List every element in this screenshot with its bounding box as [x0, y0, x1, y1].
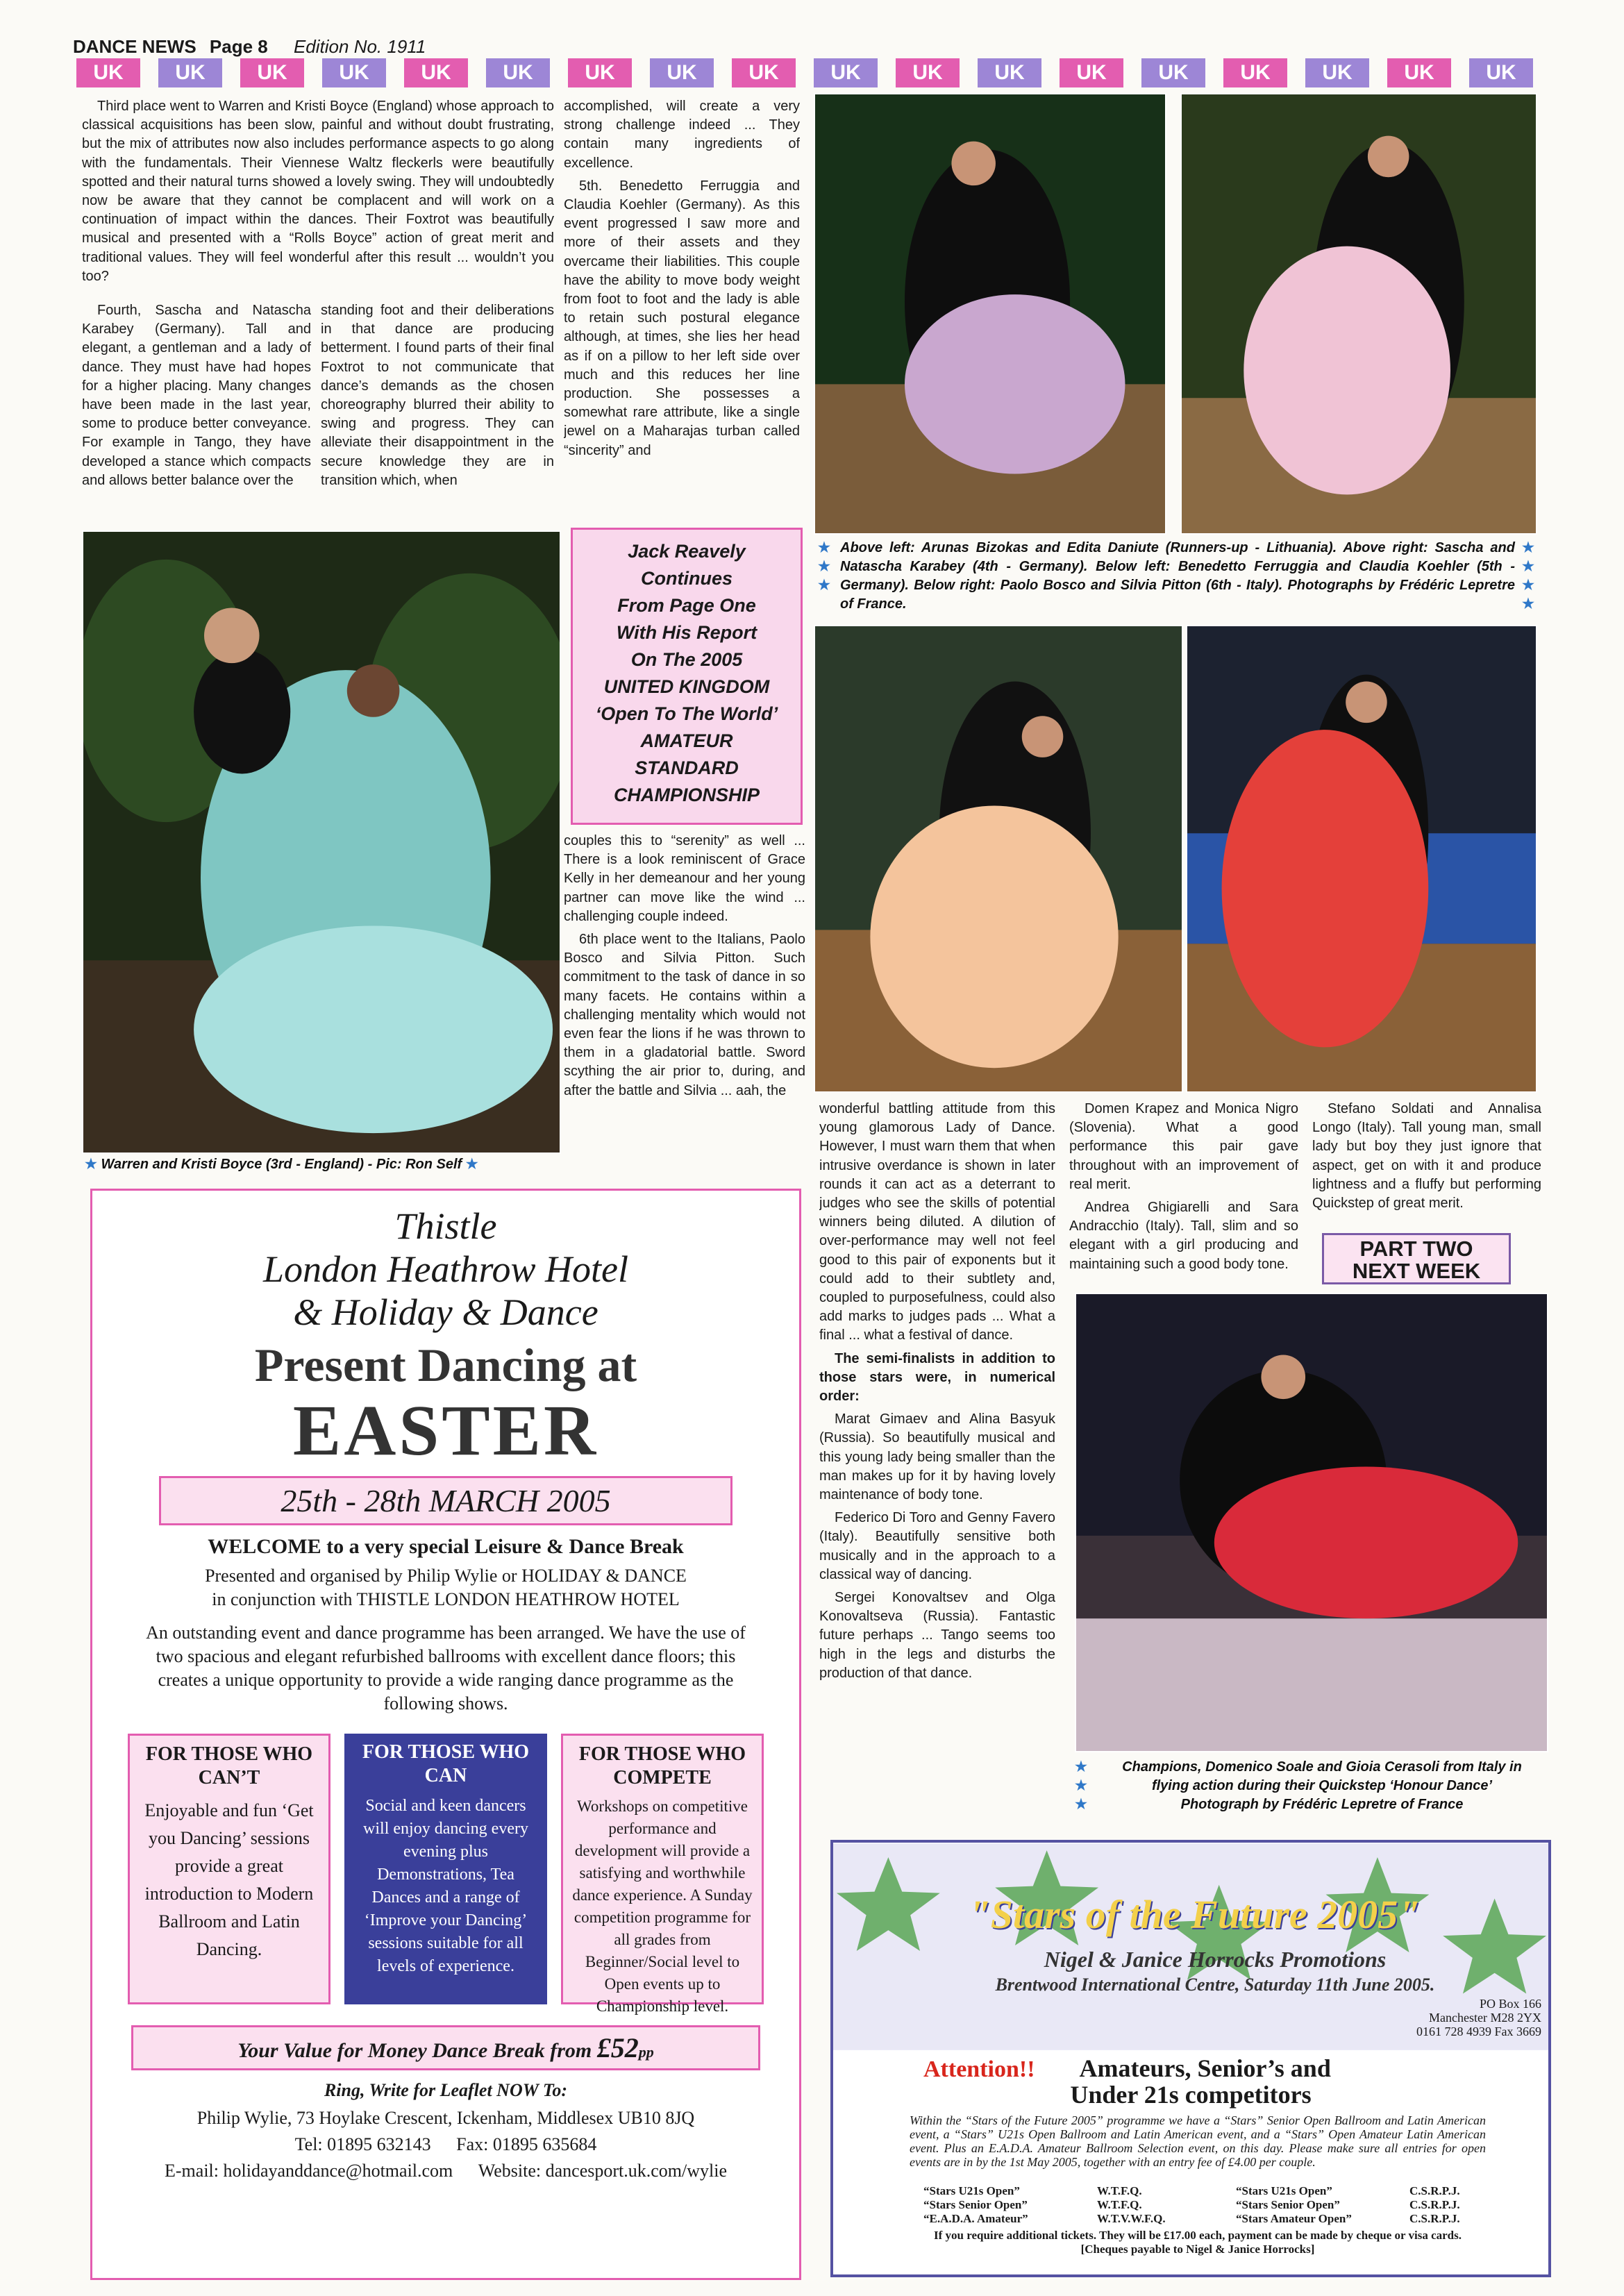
table-cell: “Stars Amateur Open” — [1236, 2212, 1352, 2225]
caption-boyce — [85, 1155, 564, 1178]
uk-tag: UK — [568, 58, 632, 87]
page-header — [73, 36, 426, 58]
uk-tag: UK — [404, 58, 468, 87]
ad-title-2: London Heathrow Hotel — [263, 1248, 628, 1290]
article-col2 — [564, 97, 800, 522]
article-col1b — [321, 301, 554, 523]
stars-address — [1382, 1997, 1541, 2038]
star-icon: ★ ★ ★ — [818, 540, 830, 593]
paragraph: Sergei Konovaltsev and Olga Konovaltseva (Russia). Fantastic future perhaps ... Tango seems too high in the legs and disturbs the production of that dance. — [819, 1590, 1055, 1681]
ad-presented: Presented and organised by Philip Wylie or HOLIDAY & DANCE in conjunction with THISTLE LONDON HEATHROW HOTEL — [205, 1566, 687, 1609]
dancer-photo-image — [1076, 1294, 1547, 1751]
thistle-advert — [90, 1189, 801, 2280]
paragraph: Federico Di Toro and Genny Favero (Italy). Beautifully sensitive both musically and in the approach to a classical way of dancing. — [819, 1510, 1055, 1582]
uk-tag: UK — [1141, 58, 1205, 87]
caption-line: Photograph by Frédéric Lepretre of France — [1180, 1797, 1464, 1812]
part-two-notice — [1322, 1233, 1511, 1284]
uk-tag: UK — [1223, 58, 1287, 87]
box-line: AMATEUR — [640, 730, 733, 751]
paragraph: The semi-finalists in addition to those stars were, in numerical order: — [819, 1350, 1055, 1405]
dancer-photo-image — [815, 626, 1182, 1091]
uk-tag: UK — [1305, 58, 1369, 87]
ad-box-compete — [561, 1734, 764, 2015]
ad-box-cant — [128, 1734, 330, 2004]
box-line: Continues — [641, 568, 733, 589]
ad-value — [131, 2025, 760, 2070]
photo-bosco — [1186, 625, 1537, 1093]
stars-advert — [830, 1840, 1551, 2277]
paragraph: standing foot and their deliberations in that dance are producing betterment. I found parts of their final Foxtrot to not communicate that dance’s demands as the chosen choreography blurred their ability to swing and progress. They can alleviate their disappointment in the secure knowledge they are in transition which, when — [321, 303, 554, 488]
uk-tag: UK — [1469, 58, 1533, 87]
box-line: With His Report — [616, 622, 757, 643]
dancer-photo-image — [1187, 626, 1536, 1091]
star-icon: ★ ★ ★ — [1075, 1759, 1087, 1812]
website-link[interactable]: Website: dancesport.uk.com/wylie — [478, 2161, 727, 2181]
uk-tag: UK — [1387, 58, 1451, 87]
ad-box-can — [344, 1734, 547, 2004]
photo-ferruggia — [814, 625, 1183, 1093]
table-cell: “Stars Senior Open” — [923, 2198, 1028, 2211]
uk-tag: UK — [732, 58, 796, 87]
ad-title-1: Thistle — [394, 1205, 497, 1247]
stars-venue: Brentwood International Centre, Saturday 11th June 2005. — [995, 1975, 1435, 1995]
uk-tag: UK — [896, 58, 960, 87]
paragraph: couples this to “serenity” as well ... There is a look reminiscent of Grace Kelly in her demeanour and her young partner can move like the wind ... challenging couple indeed. — [564, 833, 805, 924]
caption-line: Champions, Domenico Soale and Gioia Cerasoli from Italy in — [1122, 1759, 1522, 1775]
table-cell: W.T.V.W.F.Q. — [1097, 2212, 1166, 2225]
paragraph: Stefano Soldati and Annalisa Longo (Italy). Tall young man, small lady but boy they just ignore that aspect, get on with it and produce lightness and a fluffy but performing Quickstep of great merit. — [1312, 1101, 1541, 1212]
phone-text: Tel: 01895 632143 — [294, 2134, 431, 2154]
stars-title: "Stars of the Future 2005" — [968, 1892, 1421, 1937]
ad-title-5: EASTER — [292, 1391, 599, 1470]
box-title: FOR THOSE WHO CAN’T — [145, 1743, 313, 1788]
article-col1 — [82, 97, 554, 299]
stars-heading2: Under 21s competitors — [1070, 2081, 1312, 2109]
ad-welcome: WELCOME to a very special Leisure & Dance Break — [208, 1535, 684, 1558]
ad-address: Philip Wylie, 73 Hoylake Crescent, Ickenham, Middlesex UB10 8JQ — [196, 2108, 695, 2128]
ad-title-4: Present Dancing at — [254, 1339, 637, 1391]
dancer-photo-image — [815, 94, 1165, 533]
article-col5 — [1312, 1100, 1541, 1232]
ad-dates — [159, 1476, 733, 1525]
table-cell: “Stars U21s Open” — [923, 2184, 1020, 2197]
star-icon: ★ ★ ★ ★ — [1522, 540, 1534, 612]
uk-tag: UK — [650, 58, 714, 87]
paragraph: Marat Gimaev and Alina Basyuk (Russia). So beautifully musical and this young lady being smaller than the man makes up for it by having lovely maintenance of body tone. — [819, 1411, 1055, 1503]
attention-text: Attention!! — [923, 2056, 1035, 2082]
photo-champions — [1075, 1293, 1548, 1752]
ad-intro: An outstanding event and dance programme has been arranged. We have the use of two spacious and elegant refurbished ballrooms with excellent dance floors; this creates a unique opportunity to provide a wide ranging dance programme as the following shows. — [146, 1623, 746, 1713]
uk-tag: UK — [240, 58, 304, 87]
stars-footer: If you require additional tickets. They will be £17.00 each, payment can be made by cheque or visa cards. [Cheques payable to Nigel & Janice Horrocks] — [934, 2229, 1462, 2256]
article-col1a — [82, 301, 311, 523]
table-cell: C.S.R.P.J. — [1409, 2212, 1460, 2225]
box-line: On The 2005 — [630, 649, 743, 670]
continued-from-box — [571, 528, 803, 825]
notice-line: PART TWO — [1359, 1237, 1473, 1261]
caption-text: Above left: Arunas Bizokas and Edita Daniute (Runners-up - Lithuania). Above right: Sascha and Natascha Karabey (4th - Germany). Below left: Benedetto Ferruggia and Claudia Koehler (5th - Germany). Below right: Paolo Bosco and Silvia Pitton (6th - Italy). Photographs by Frédéric Lepretre of France. — [840, 540, 1515, 612]
star-icon: ★ — [85, 1157, 97, 1172]
box-line: STANDARD — [635, 757, 739, 778]
paragraph: wonderful battling attitude from this young glamorous Lady of Dance. However, I must warn them that when intrusive overdance is shown in later rounds it can act as a deterrant to judges who see the skills of potential winners being diluted. A dilution of over-performance may well not feel good to this pair of exponents but it could add to their subtlety and, coupled to purposefulness, could also add marks to judges pads ... What a final ... what a festival of dance. — [819, 1101, 1055, 1343]
article-col3 — [819, 1100, 1055, 1836]
table-row — [923, 2212, 1479, 2226]
box-line: ‘Open To The World’ — [595, 703, 778, 724]
table-cell: W.T.F.Q. — [1097, 2198, 1142, 2211]
ad-ring: Ring, Write for Leaflet NOW To: — [324, 2080, 568, 2100]
box-line: UNITED KINGDOM — [603, 676, 770, 697]
stars-events-table — [923, 2184, 1479, 2226]
uk-tag: UK — [322, 58, 386, 87]
ad-contact — [92, 2161, 799, 2181]
ad-title-3: & Holiday & Dance — [293, 1291, 598, 1333]
uk-tag: UK — [158, 58, 222, 87]
caption-text: Warren and Kristi Boyce (3rd - England) - Pic: Ron Self — [101, 1157, 462, 1172]
box-line: From Page One — [617, 595, 756, 616]
fax-text: Fax: 01895 635684 — [456, 2134, 597, 2154]
photo-boyce — [82, 530, 561, 1154]
price-text: £52 — [596, 2032, 639, 2063]
article-col4 — [1069, 1100, 1298, 1294]
paragraph: Fourth, Sascha and Natascha Karabey (Germany). Tall and elegant, a gentleman and a lady of dance. They must have had hopes for a higher placing. Many changes have been made in the last year, some to produce better conveyance. For example in Tango, they have developed a stance which compacts and allows better balance over the — [82, 303, 311, 488]
box-body: Social and keen dancers will enjoy dancing every evening plus Demonstrations, Tea Dances and a range of ‘Improve your Dancing’ sessions suitable for all levels of experience. — [363, 1797, 528, 1975]
address-line: 0161 728 4939 Fax 3669 — [1416, 2025, 1541, 2038]
box-line: Jack Reavely — [628, 541, 746, 562]
page-number: Page 8 — [209, 36, 268, 57]
caption-line: flying action during their Quickstep ‘Honour Dance’ — [1151, 1778, 1493, 1793]
uk-tag: UK — [486, 58, 550, 87]
notice-line: NEXT WEEK — [1352, 1259, 1481, 1283]
stars-promo: Nigel & Janice Horrocks Promotions — [1044, 1947, 1387, 1972]
caption-champions — [1075, 1758, 1548, 1822]
stars-body: Within the “Stars of the Future 2005” programme we have a “Stars” Senior Open Ballroom and Latin American event, a “Stars” U21s Open Ballroom and Latin American event, and a “Stars” Open Amateur Latin American event. Plus an E.A.D.A. Amateur Ballroom Selection event, on this day. Please make sure all entries for open events are in by the 1st May 2005, together with an entry fee of £4.00 per couple. — [910, 2113, 1486, 2169]
table-cell: “Stars U21s Open” — [1236, 2184, 1332, 2197]
table-cell: “E.A.D.A. Amateur” — [923, 2212, 1028, 2225]
address-line: Manchester M28 2YX — [1429, 2011, 1541, 2025]
table-cell: C.S.R.P.J. — [1409, 2198, 1460, 2211]
box-body: Enjoyable and fun ‘Get you Dancing’ sessions provide a great introduction to Modern Ballroom and Latin Dancing. — [144, 1800, 314, 1959]
uk-tag: UK — [978, 58, 1041, 87]
caption-photos-top — [818, 539, 1537, 612]
paragraph: accomplished, will create a very strong challenge indeed ... They contain many ingredients of excellence. — [564, 99, 800, 171]
address-line: PO Box 166 — [1479, 1997, 1541, 2011]
box-title: FOR THOSE WHO CAN — [362, 1741, 530, 1786]
uk-tag: UK — [814, 58, 878, 87]
table-row — [923, 2198, 1479, 2212]
value-text: Your Value for Money Dance Break from — [237, 2039, 592, 2062]
ad-boxes — [92, 1734, 799, 2015]
date-text: 25th - 28th MARCH 2005 — [281, 1483, 611, 1518]
price-unit: pp — [638, 2043, 654, 2061]
paragraph: Third place went to Warren and Kristi Boyce (England) whose approach to classical acquisitions has been slow, painful and without doubt frustrating, but the mix of attributes now also includes performance aspects to go along with the fundamentals. Their Viennese Waltz fleckerls were beautifully spotted and their natural turns showed a lovely swing. They will undoubtedly now be aware that they cannot be complacent and will work on a continuation of impact within the dances. Their Foxtrot was beautifully musical and presented with a “Rolls Boyce” action of great merit and traditional values. They will feel wonderful after this result ... wouldn’t you too? — [82, 99, 554, 284]
paragraph: 5th. Benedetto Ferruggia and Claudia Koehler (Germany). As this event progressed I saw more and more of their assets and they overcame their liabilities. This couple have the ability to move body weight from foot to foot and the lady is able to retain such postural elegance although, at times, she lies her head as if on a pillow to her left side over much and this reduces her line production. She possesses a somewhat rare attribute, like a single jewel on a Maharajas turban called “sincerity” and — [564, 178, 800, 458]
table-cell: “Stars Senior Open” — [1236, 2198, 1340, 2211]
box-title: FOR THOSE WHO COMPETE — [578, 1743, 746, 1788]
box-body: Workshops on competitive performance and development will provide a satisfying and worthwhile dance experience. A Sunday competition programme for all grades from Beginner/Social level to Open events up to Championship level. — [572, 1798, 753, 2015]
photo-bizokas — [814, 93, 1166, 535]
stars-attention — [923, 2054, 1521, 2083]
email-link[interactable]: E-mail: holidayanddance@hotmail.com — [165, 2161, 453, 2181]
dancer-photo-image — [1182, 94, 1536, 533]
table-cell: C.S.R.P.J. — [1409, 2184, 1460, 2197]
article-col2-lower — [564, 832, 805, 1157]
box-line: CHAMPIONSHIP — [613, 785, 760, 805]
table-row — [923, 2184, 1479, 2198]
heading-text: Amateurs, Senior’s and — [1079, 2054, 1331, 2082]
table-cell: W.T.F.Q. — [1097, 2184, 1142, 2197]
dancer-photo-image — [83, 532, 560, 1153]
photo-karabey — [1180, 93, 1537, 535]
paragraph: 6th place went to the Italians, Paolo Bosco and Silvia Pitton. Such commitment to the task of dance in so many facets. He contains within a challenging mentality which would not even fear the lions if he was thrown to them in a gladatorial battle. Sword scything the air prior to, during, and after the battle and Silvia ... aah, the — [564, 932, 805, 1098]
edition-number: Edition No. 1911 — [293, 36, 426, 57]
paper-name: DANCE NEWS — [73, 36, 196, 57]
paragraph: Domen Krapez and Monica Nigro (Slovenia). What a good performance this pair gave throughout with an improvement of real merit. — [1069, 1101, 1298, 1192]
uk-tag: UK — [76, 58, 140, 87]
ad-phone — [92, 2134, 799, 2155]
uk-tag: UK — [1060, 58, 1123, 87]
paragraph: Andrea Ghigiarelli and Sara Andracchio (Italy). Tall, slim and so elegant with a girl producing and maintaining such a good body tone. — [1069, 1200, 1298, 1272]
star-icon: ★ — [465, 1157, 478, 1172]
caption-text — [1096, 1758, 1548, 1822]
uk-banner — [76, 58, 1534, 87]
